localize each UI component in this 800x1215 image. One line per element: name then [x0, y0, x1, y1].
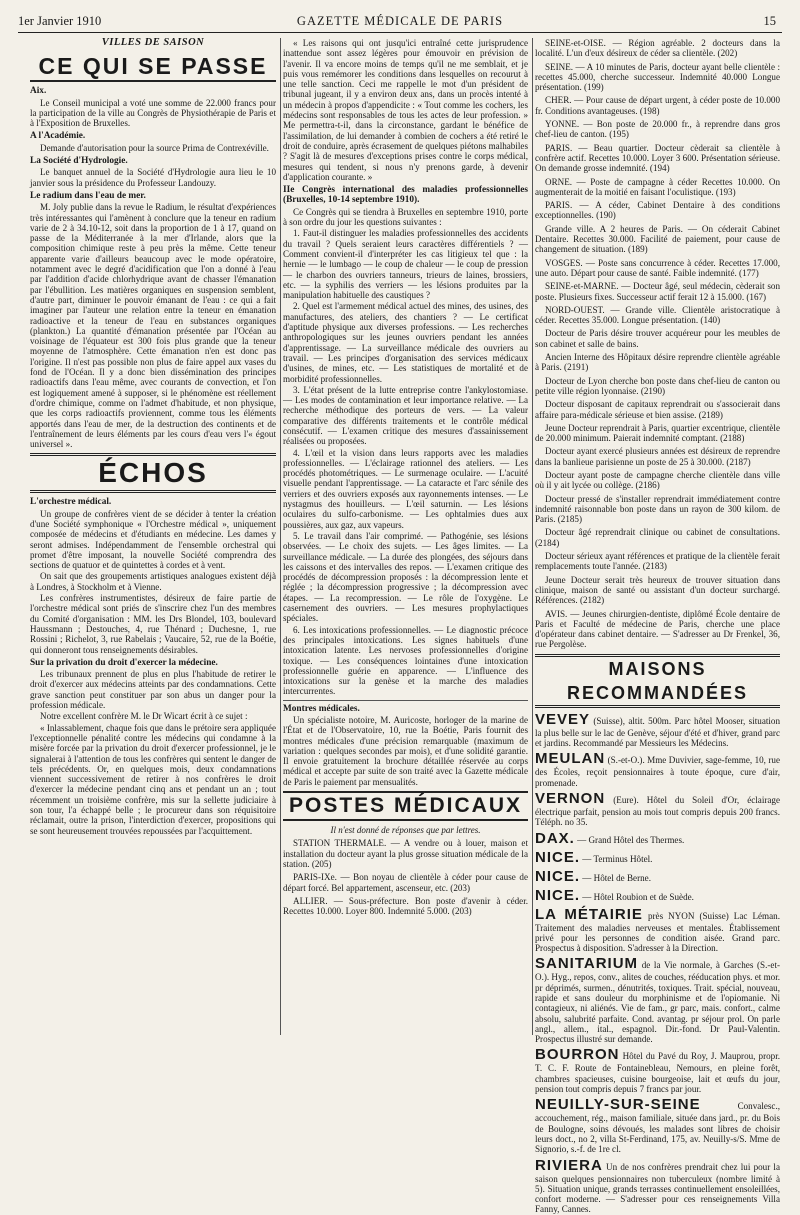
heading-academie: A l'Académie.: [30, 131, 86, 142]
column-middle: [283, 38, 528, 1038]
ad-number: (193): [713, 186, 736, 197]
issue-date: 1er Janvier 1910: [18, 14, 102, 28]
house-description: près NYON (Suisse) Lac Léman. Traitement des maladies nerveuses et mentales. Établissement privé pour les personnes de condition aisée. Grand parc. Prospectus à disposition. S'adresser à la Direction.: [535, 910, 780, 954]
ad-number: (2185): [555, 514, 582, 525]
classified-ad: [535, 423, 780, 444]
classified-ad-text: SEINE-et-MARNE. — Docteur âgé, seul médecin, cèderait son poste. Plusieurs fixes. Successeur actif ferait 12 à 15.000.: [535, 281, 780, 302]
paragraph-privation-1: Les tribunaux prennent de plus en plus l'habitude de retirer le droit d'exercer aux médecins atteints par des condamnations. Cette grave sanction peut constituer par son abus un danger pour la profession médicale.: [30, 669, 276, 711]
classified-ad: [535, 224, 780, 255]
classified-ad: [535, 143, 780, 174]
classified-ad-text: Docteur de Lyon cherche bon poste dans chef-lieu de canton ou petite ville région lyonnaise.: [535, 375, 780, 396]
house-description: Convalesc., accouchement, rég., maison familiale, située dans jard., pr. du Bois de Boulogne, soins dévoués, les malades sont libres de choisir leurs doct., no 2, villa St-Ferdinand, 175, av. Neuilly-s/S. Mme de Signorio, s.-f. de 1re cl.: [535, 1101, 780, 1155]
house-name: LA MÉTAIRIE: [535, 905, 643, 923]
house-name: BOURRON: [535, 1046, 620, 1064]
house-name: NICE.: [535, 848, 581, 866]
classified-ad-text: PARIS. — Beau quartier. Docteur cèderait sa clientèle à confrère actif. Recettes 10.000. Loyer 3 600. Présentation sérieuse. On demande grosse indemnité.: [535, 142, 780, 174]
column-left: [30, 38, 276, 1038]
classified-ad: [535, 446, 780, 467]
house-entry: [535, 1047, 780, 1094]
classified-ad-text: YONNE. — Bon poste de 20.000 fr., à reprendre dans gros chef-lieu de canton.: [535, 119, 780, 140]
ad-number: (2191): [561, 362, 589, 373]
house-description: — Hôtel Roubion et de Suède.: [580, 891, 694, 902]
house-description: Un de nos confrères prendrait chez lui pour la saison quelques pensionnaires non tuberculeux (nombre limité à 5). Situation unique, grands terrasses continuellement ensoleillées, confort moderne. — S'adresser pour ces renseignements Villa Fanny, Cannes.: [535, 1161, 780, 1215]
classified-ad-text: Docteur âgé reprendrait clinique ou cabinet de consultations.: [545, 527, 780, 538]
ad-number: (202): [715, 48, 738, 59]
paragraph-hydrologie: Le banquet annuel de la Société d'Hydrologie aura lieu le 10 janvier sous la présidence du Professeur Landouzy.: [30, 167, 276, 188]
house-description: — Terminus Hôtel.: [580, 853, 653, 864]
classified-ad: [535, 258, 780, 279]
house-description: (S.-et-O.). Mme Duvivier, sage-femme, 10, rue des Écoles, reçoit pensionnaires à toute époque, cure d'air, promenade.: [535, 755, 780, 788]
classified-ad-text: Docteur disposant de capitaux reprendrait ou s'associerait dans affaire para-médicale sérieuse et bien assise.: [535, 399, 780, 420]
column-divider: [280, 38, 281, 1035]
ad-station: [283, 838, 528, 869]
classified-ad: [535, 376, 780, 397]
house-entry: [535, 831, 780, 847]
house-entry: [535, 956, 780, 1044]
ad-number: (194): [647, 163, 670, 174]
classified-ad-text: NORD-OUEST. — Grande ville. Clientèle aristocratique à céder. Recettes 35.000. Longue présentation.: [535, 304, 780, 326]
heading-radium: Le radium dans l'eau de mer.: [30, 190, 146, 201]
section-label: VILLES DE SAISON: [101, 37, 205, 48]
classified-ad-text: Docteur sérieux ayant références et pratique de la clientèle ferait remplacements toute l'année.: [535, 551, 780, 572]
house-name: VERNON: [535, 789, 606, 807]
running-header: [18, 10, 782, 33]
classified-ad-text: SEINE-et-OISE. — Région agréable. 2 docteurs dans la localité. L'un d'eux désireux de céder sa clientèle.: [535, 38, 780, 59]
heading-privation: Sur la privation du droit d'exercer la médecine.: [30, 657, 218, 668]
classified-ad: [535, 95, 780, 116]
paragraph-privation-2: Notre excellent confrère M. le Dr Wicart écrit à ce sujet :: [40, 711, 248, 722]
ad-number: (198): [637, 105, 660, 116]
ad-number: (205): [311, 858, 332, 869]
ad-number: (195): [606, 129, 629, 140]
ad-number: (203): [450, 882, 470, 893]
paragraph-academie: Demande d'autorisation pour la source Prima de Contrexéville.: [40, 142, 269, 153]
column-right: [535, 38, 780, 1215]
heading-congres: IIe Congrès international des maladies professionnelles (Bruxelles, 10-14 septembre 1910).: [283, 185, 528, 206]
question-4: 4. L'œil et la vision dans leurs rapports avec les maladies professionnelles. — L'éclairage rationnel des ateliers. — Les procédés photométriques. — Le surmenage oculaire. — L'acuité visuelle pendant l'apprentissage. — La cataracte et l'arc sénile des verriers et des ouvriers exposés aux rayonnements intenses. — Le nystagmus des houilleurs. — L'œil saturnin. — Les lésions oculaires du sulfo-carbonisme. — Les ophtalmies dues aux poussières, aux gaz, aux vapeurs.: [283, 447, 528, 530]
paragraph-privation-3: « Inlassablement, chaque fois que dans le prétoire sera appliquée l'exceptionnelle pénalité contre les médecins qui condamne à la misère forcée par la privation du droit d'exercer professionnel, je le signalerai à l'attention de tous les confrères qui sentent le danger de tels précédents. Or, en quelques mois, deux condamnations viennent successivement de retirer à nos confrères le droit d'exercer la médecine pendant cinq ans et pendant un an ; tout récemment un troisième confrère, mis sur la sellette judiciaire à son tour, l'a échappé belle ; le procureur dans son réquisitoire réclamait, outre la prison, l'interdiction d'exercer, propositions qui se sont heureusement trouvées repoussées par l'acquittement.: [30, 722, 276, 836]
ad-number: (190): [593, 210, 616, 221]
paragraph-orchestre-3: Les confrères instrumentistes, désireux de faire partie de l'orchestre médical sont priés de s'inscrire chez l'un des membres du Comité d'organisation : MM. les Drs Blondel, 103, boulevard Haussmann ; Destouches, 4, rue Thénard ; Duchesne, 1, rue Rossini ; Richelot, 3, rue Rabelais ; Vaucaire, 52, rue de la Boétie, qui donneront tous renseignements désirables.: [30, 593, 276, 655]
paragraph-montres: Un spécialiste notoire, M. Auricoste, horloger de la marine de l'État et de l'Observatoire, 10, rue la Boétie, Paris fournit des montres médicales d'une précision remarquable (maximum de variation : quelques secondes par mois), et d'une solidité garantie. Il envoie gratuitement la brochure détaillée réservée au corps médical et accepte par suite de son traité avec la Gazette médicale de Paris le paiement par mensualités.: [283, 715, 528, 787]
ad-allier-text: ALLIER. — Sous-préfecture. Bon poste d'avenir à céder. Recettes 10.000. Loyer 800. Indemnité 5.000.: [283, 895, 528, 917]
house-entry: [535, 1158, 780, 1215]
paragraph-radium: M. Joly publie dans la revue le Radium, le résultat d'expériences très intéressantes qui l'amènent à conclure que la teneur en radium varie de 2 à 34.10-12, soit dans la proportion de 1 à 17, quand on passe de la Méditerranée à la mer d'Irlande, alors que la composition chimique reste à peu près la même. Cette teneur apparente varie d'ailleurs beaucoup avec le mode opératoire, notamment avec le degré d'acidification que l'on a donné à l'eau par l'addition d'acide chlorhydrique avant de chasser l'émanation par l'ébullition. Les matières organiques en suspension semblent, d'autre part, diminuer le pouvoir émanant de l'eau : ce qui a fait imaginer par l'auteur une relation entre la teneur en émanation radioactive et la teneur de l'eau en substances organiques (plankton.) La quantité d'émanation présentée par l'Océan au voisinage de l'équateur est 300 fois plus grande que la teneur moyenne de l'atmosphère. Cette émanation n'en est donc pas l'origine. Il n'est pas possible non plus de faire appel aux vases du fond de l'Océan. Il y a donc bien dissémination des principes radioactifs dans l'eau même, avec courants de convection, et l'on est logiquement amené à supposer, si le phénomène est réellement d'ordre chimique, comme on l'admet d'habitude, et non physique, que les corps radioactifs proviennent, comme tous les éléments apportés dans l'eau de mer, de la destruction des continents et de l'entraînement de leurs éléments par les cours d'eau vers l'« égout universel ».: [30, 202, 276, 450]
postes-subtitle: Il n'est donné de réponses que par lettres.: [330, 825, 481, 836]
house-entry: [535, 850, 780, 866]
house-entry: [535, 791, 780, 828]
classified-ad-text: PARIS. — A céder, Cabinet Dentaire à des conditions exceptionnelles.: [535, 200, 780, 221]
ad-number: (2188): [717, 433, 745, 444]
house-description: — Hôtel de Berne.: [580, 872, 651, 883]
classified-ad: [535, 62, 780, 93]
ad-number: (2184): [535, 537, 560, 548]
house-name: DAX.: [535, 829, 575, 847]
ad-number: (2186): [633, 480, 660, 491]
classified-ad: [535, 177, 780, 198]
classified-ad: [535, 305, 780, 326]
classified-ad: [535, 352, 780, 373]
ad-paris: [283, 872, 528, 893]
recommended-houses: [535, 712, 780, 1215]
classified-ad: [535, 119, 780, 140]
house-entry: [535, 712, 780, 749]
question-5: 5. Le travail dans l'air comprimé. — Pathogénie, ses lésions observées. — Le choix des sujets. — Les âges limites. — La surveillance médicale. — La durée des plongées, des séjours dans les caissons et des intervalles des repos. — L'examen critique des procédés de décompression proposés : la décompression lente et réglée ; la décompression progressive ; la décompression avec étapes. — La recompression. — Le rôle de l'oxygène. Le casernement des ouvriers. — Les mesures prophylactiques spéciales.: [283, 530, 528, 624]
question-6: 6. Les intoxications professionnelles. — Le diagnostic précoce des principales intoxications. Les signes habituels d'une intoxication latente. Les nervoses professionnelles d'origine toxique. — Les conséquences lointaines d'une intoxication professionnelle guérie en apparence. — L'influence des intoxications sur la genèse et la marche des maladies intercurrentes.: [283, 624, 528, 697]
paragraph-aix: Le Conseil municipal a voté une somme de 22.000 francs pour la participation de la ville au Congrès de Physiothérapie de Paris et à l'Exposition de Bruxelles.: [30, 97, 276, 129]
house-name: VEVEY: [535, 710, 591, 728]
classified-ad: [535, 575, 780, 606]
classified-ad: [535, 200, 780, 221]
house-description: (Eure). Hôtel du Soleil d'Or, éclairage électrique parfait, pension au mois tout compris depuis 200 francs. Téléph. no 35.: [535, 794, 780, 828]
ad-number: (2190): [638, 385, 666, 396]
house-entry: [535, 1097, 780, 1154]
question-1: 1. Faut-il distinguer les maladies professionnelles des accidents du travail ? Quels seraient leurs caractères différentiels ? — Comment convient-il d'interpréter les cas litigieux tel que : la hernie — le lumbago — le coup de chaleur — le coup de pression — le charbon des ouvriers tanneurs, trieurs de laines, brossiers, etc. — la syphilis des verriers — les lésions produites par la manipulation habituelle des caustiques ?: [283, 228, 528, 301]
ad-number: (177): [736, 267, 759, 278]
ad-number: (2187): [724, 456, 751, 467]
house-name: NICE.: [535, 867, 581, 885]
heading-hydrologie: La Société d'Hydrologie.: [30, 156, 128, 167]
classified-ad-text: VOSGES. — Poste sans concurrence à céder. Recettes 17.000, une auto. Départ pour cause de santé. Faible indemnité.: [535, 257, 780, 278]
classified-ad: [535, 527, 780, 548]
house-entry: [535, 888, 780, 904]
classified-ad-text: Ancien Interne des Hôpitaux désire reprendre clientèle agréable à Paris.: [535, 352, 780, 373]
classified-ad-text: Jeune Docteur reprendrait à Paris, quartier excentrique, clientèle de 20.000 minimum. Paierait indemnité comptant.: [535, 422, 780, 444]
classified-ad-text: ORNE. — Poste de campagne à céder Recettes 10.000. On augmenterait de la moitié en faisant l'oculistique.: [535, 176, 780, 197]
house-name: NEUILLY-SUR-SEINE: [535, 1096, 701, 1114]
house-description: (Suisse), altit. 500m. Parc hôtel Mooser, situation la plus belle sur le lac de Genève, séjour d'été et d'hiver, grand parc et jardins. Recommandé par Messieurs les Médecins.: [535, 715, 780, 749]
classified-ad: [535, 399, 780, 420]
classified-ad: [535, 281, 780, 302]
classified-ad-text: Docteur de Paris désire trouver acquéreur pour les meubles de son cabinet et salle de bains.: [535, 328, 780, 349]
classified-ads: [535, 38, 780, 650]
classified-ad: [535, 328, 780, 349]
paragraph-orchestre-2: On sait que des groupements artistiques analogues existent déjà à Londres, à Stockholm et à Vienne.: [30, 571, 276, 592]
classified-ad: [535, 470, 780, 491]
heading-aix: Aix.: [30, 86, 47, 97]
headline-ce-qui-se-passe: CE QUI SE PASSE: [30, 52, 276, 82]
house-entry: [535, 751, 780, 788]
heading-montres: Montres médicales.: [283, 703, 360, 714]
divider: [283, 700, 528, 701]
ad-number: (199): [581, 82, 604, 93]
classified-ad-text: Docteur ayant poste de campagne cherche clientèle dans ville où il y ait lycée ou collège.: [535, 469, 780, 491]
headline-maisons-recommandees: MAISONS RECOMMANDÉES: [535, 654, 780, 708]
classified-ad-text: Jeune Docteur serait très heureux de trouver situation dans clinique, maison de santé ou assistant d'un docteur surchargé. Références.: [535, 574, 780, 606]
ad-number: (2183): [640, 561, 667, 572]
ad-paris-text: PARIS-IXe. — Bon noyau de clientèle à céder pour cause de départ forcé. Bel appartement, ascenseur, etc.: [283, 872, 528, 893]
house-description: — Grand Hôtel des Thermes.: [574, 834, 685, 845]
classified-ad-text: CHER. — Pour cause de départ urgent, à céder poste de 10.000 fr. Conditions avantageuses.: [535, 95, 780, 116]
question-2: 2. Quel est l'armement médical actuel des mines, des usines, des manufactures, des ateliers, des chantiers ? — Le certificat d'aptitude physique aux diverses professions. — Les recherches anthropologiques sur les jeunes ouvriers pendant les années d'apprentissage. — La surveillance médicale des ouvriers au travail. — Les principes d'organisation des services médicaux d'usines, de mines, etc. — Les statistiques de mortalité et de morbidité professionnelles.: [283, 301, 528, 384]
ad-number: (189): [625, 244, 648, 255]
house-name: MEULAN: [535, 750, 606, 768]
ad-allier: [283, 896, 528, 917]
classified-ad-text: SEINE. — A 10 minutes de Paris, docteur ayant belle clientèle : recettes 45.000, cherche successeur. Indemnité 40.000 Longue présentation.: [535, 61, 780, 93]
page-number: 15: [763, 14, 776, 28]
house-entry: [535, 907, 780, 954]
paragraph-orchestre-1: Un groupe de confrères vient de se décider à tenter la création d'une Société symphonique « l'Orchestre médical », uniquement composée de médecins et d'étudiants en médecine. Les dames y seront admises. Indépendamment de l'ensemble orchestral qui promet d'être imposant, la nouvelle Société comprendra des sections de quatuor et de quintettes à cordes et à vent.: [30, 508, 276, 571]
question-3: 3. L'état présent de la lutte entreprise contre l'ankylostomiase. — Les modes de contamination et leur importance relative. — La recherche méthodique des porteurs de vers. — La valeur comparative des différents traitements et le contrôle médical consécutif. — L'examen critique des mesures d'assainissement réalisées ou proposées.: [283, 384, 528, 447]
classified-ad-text: Grande ville. A 2 heures de Paris. — On céderait Cabinet Dentaire. Recettes 30.000. Facilité de paiement, pour cause de changement de situation.: [535, 223, 780, 255]
ad-number: (203): [451, 906, 472, 917]
house-name: RIVIERA: [535, 1156, 603, 1174]
journal-title: GAZETTE MÉDICALE DE PARIS: [296, 14, 504, 28]
column-divider: [532, 38, 533, 1035]
classified-ad-text: Docteur ayant exercé plusieurs années est désireux de reprendre dans la banlieue parisienne un poste de 25 à 30.000.: [535, 446, 780, 467]
classified-ad-text: Docteur pressé de s'installer reprendrait immédiatement contre indemnité raisonnable bon poste dans un rayon de 300 kilom. de Paris.: [535, 493, 780, 525]
heading-orchestre: L'orchestre médical.: [30, 497, 112, 508]
ad-number: (167): [744, 291, 767, 302]
ad-station-text: STATION THERMALE. — A vendre ou à louer, maison et installation du docteur ayant la plus grosse situation médicale de la station.: [283, 838, 528, 869]
house-entry: [535, 869, 780, 885]
classified-ad: [535, 38, 780, 59]
paragraph-congres: Ce Congrès qui se tiendra à Bruxelles en septembre 1910, porte à son ordre du jour les questions suivantes :: [283, 206, 528, 228]
classified-ad: [535, 494, 780, 525]
ad-number: (2189): [696, 409, 723, 420]
house-description: Hôtel du Pavé du Roy, J. Mauprou, propr. T. C. F. Route de Fontainebleau, Nemours, en pleine forêt, chambres spacieuses, cuisine bourgeoise, lait et œufs du jour, pension tout compris depuis 7 francs par jour.: [535, 1051, 780, 1095]
paragraph-quote: « Les raisons qui ont jusqu'ici entraîné cette jurisprudence inattendue sont assez légères pour émouvoir en prévision de l'avenir. Il va encore moins de temps qu'il ne me semblait, et je puis vous remémorer les conditions dans lesquelles on recourut à une telle sanction. Ceci me rappelle le mot d'un président de tribunal jugeant, il y a environ deux ans, dans un procès intenté à un médecin à propos d'appendicite : « Tout comme les cochers, les médecins sont responsables de tous les actes de leur profession. » Me permettra-t-il, dans la circonstance, gardant le bénéfice de l'assimilation, de lui demander à combien de cochers a été retiré le droit de conduire, après écrasement de quelques piétons malhabiles ? S'agit là de mesures d'exceptions prises contre le corps médical, mesures qui tendent, si nous n'y prenons garde, à devenir d'application courante. »: [283, 38, 528, 182]
house-name: NICE.: [535, 886, 581, 904]
house-description: de la Vie normale, à Garches (S.-et-O.). Hyg., repos, conv., alites de couches, rééducation phys. et mor. pr déprimés, surmen., dénutrités, toxiques. Trait. spécial, nouveau, rapide et sans douleur du morphinisme et de l'opiomanie. Ni contagieux, ni aliénés. Vie de fam., gr parc, mais. confort., calme absolu, salubrité parfaite. Cond. avantag. pr séjour prol. On parle angl., allem., ital., espagnol. Dir.-fond. Dr Paul-Valentin. Prospectus illustré sur demande.: [535, 960, 780, 1045]
headline-echos: ÉCHOS: [30, 453, 276, 493]
house-name: SANITARIUM: [535, 955, 639, 973]
classified-ad-text: AVIS. — Jeunes chirurgien-dentiste, diplômé École dentaire de Paris et Faculté de médecine de Paris, cherche une place d'opérateur dans cabinet dentaire. — S'adresser au Dr Frenkel, 36, rue Pergolèse.: [535, 608, 780, 650]
classified-ad: [535, 551, 780, 572]
headline-postes-medicaux: POSTES MÉDICAUX: [283, 791, 528, 821]
ad-number: (2182): [577, 595, 605, 606]
ad-number: (140): [698, 315, 721, 326]
classified-ad: [535, 609, 780, 650]
